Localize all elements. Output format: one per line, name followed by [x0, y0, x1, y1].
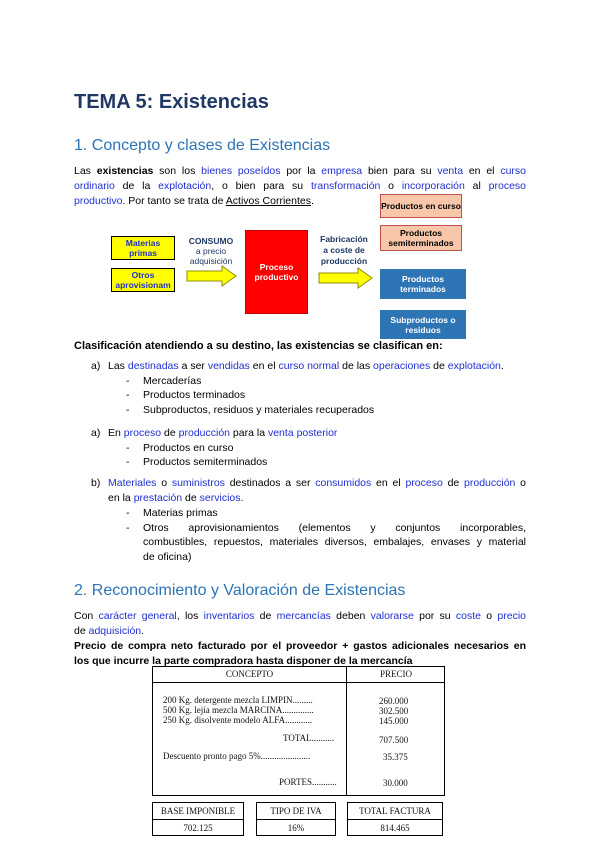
list-subitem: Productos semiterminados — [143, 456, 268, 468]
invoice-total-value: 707.500 — [379, 735, 409, 745]
materias-primas-box: Materias primas — [111, 236, 175, 260]
list-marker-a2: a) — [91, 427, 101, 439]
invoice-column-divider — [346, 667, 347, 795]
concept-para-line-2: ordinario de la explotación, o bien para su transformación o incorporación al proceso — [74, 180, 526, 192]
invoice-row-price: 145.000 — [379, 716, 409, 726]
page-title: TEMA 5: Existencias — [74, 91, 269, 113]
concept-para-line-1: Las existencias son los bienes poseídos por la empresa bien para su venta en el curso — [74, 165, 526, 177]
section-2-heading: 2. Reconocimiento y Valoración de Existencias — [74, 582, 406, 599]
dash-b-1: - — [126, 507, 130, 519]
concept-para-line-3: productivo. Por tanto se trata de Activos Corrientes. — [74, 195, 314, 207]
list-subitem: Mercaderías — [143, 375, 202, 387]
list-subitem-line-1: Otros aprovisionamientos (elementos y conjuntos incorporables, — [143, 522, 526, 534]
base-imponible-label: BASE IMPONIBLE — [160, 806, 236, 816]
invoice-descuento-label: Descuento pronto pago 5%...................... — [163, 751, 311, 761]
invoice-row-price: 260.000 — [379, 696, 409, 706]
list-item-a1: Las destinadas a ser vendidas en el curso normal de las operaciones de explotación. — [108, 360, 504, 372]
list-subitem: Productos terminados — [143, 389, 246, 401]
valoracion-para-line-1: Con carácter general, los inventarios de mercancías deben valorarse por su coste o precio — [74, 610, 526, 622]
total-factura-label: TOTAL FACTURA — [359, 806, 431, 816]
dash-a1-2: - — [126, 389, 130, 401]
invoice-col-concepto: CONCEPTO — [225, 669, 274, 679]
dash-a1-1: - — [126, 375, 130, 387]
list-marker-a1: a) — [91, 360, 101, 372]
tipo-iva-value: 16% — [287, 823, 305, 833]
productos-terminados-box: Productos terminados — [380, 269, 466, 299]
invoice-row-concept: 200 Kg. detergente mezcla LIMPIN......... — [163, 695, 313, 705]
base-imponible-value: 702.125 — [183, 823, 213, 833]
invoice-col-precio: PRECIO — [379, 669, 412, 679]
list-subitem-line-3: de oficina) — [143, 551, 192, 563]
list-subitem: Subproductos, residuos y materiales recuperados — [143, 404, 375, 416]
clasificacion-heading: Clasificación atendiendo a su destino, las existencias se clasifican en: — [74, 340, 443, 352]
a-precio-label: a precio — [195, 246, 227, 256]
list-marker-b: b) — [91, 477, 101, 489]
invoice-row-concept: 250 Kg. disolvente modelo ALFA............ — [163, 715, 313, 725]
dash-a1-3: - — [126, 404, 130, 416]
total-factura-divider — [348, 819, 442, 820]
dash-a2-2: - — [126, 456, 130, 468]
invoice-table — [152, 666, 445, 796]
tipo-iva-box — [256, 802, 336, 836]
tipo-iva-label: TIPO DE IVA — [270, 806, 322, 816]
produccion-label: producción — [320, 256, 368, 266]
valoracion-para-line-2: de adquisición. — [74, 625, 145, 637]
total-factura-value: 814.465 — [380, 823, 410, 833]
invoice-header-divider — [153, 682, 444, 683]
subproductos-box: Subproductos o residuos — [380, 310, 466, 339]
total-factura-box — [347, 802, 443, 836]
arrow-to-proceso-icon — [186, 265, 238, 287]
arrow-to-productos-icon — [318, 267, 374, 289]
base-imponible-divider — [153, 819, 243, 820]
section-1-heading: 1. Concepto y clases de Existencias — [74, 137, 331, 154]
list-item-b-line-2: en la prestación de servicios. — [108, 492, 244, 504]
invoice-portes-value: 30.000 — [383, 778, 408, 788]
invoice-portes-label: PORTES........... — [279, 777, 337, 787]
dash-a2-1: - — [126, 442, 130, 454]
invoice-descuento-value: 35.375 — [383, 752, 408, 762]
fabricacion-label: Fabricación — [320, 234, 368, 244]
productos-semiterminados-box: Productos semiterminados — [380, 225, 462, 251]
list-subitem: Productos en curso — [143, 442, 234, 454]
proceso-productivo-box: Proceso productivo — [245, 230, 308, 314]
precio-definicion-line-2: los que incurre la parte compradora hasta disponer de la mercancía — [74, 655, 413, 667]
otros-aprovisionamientos-box: Otros aprovisionam — [111, 268, 175, 292]
base-imponible-box — [152, 802, 244, 836]
dash-b-2: - — [126, 522, 130, 534]
list-item-b-line-1: Materiales o suministros destinados a ser consumidos en el proceso de producción o — [108, 477, 526, 489]
invoice-row-price: 302.500 — [379, 706, 409, 716]
precio-definicion-line-1: Precio de compra neto facturado por el proveedor + gastos adicionales necesarios en — [74, 640, 526, 652]
tipo-iva-divider — [257, 819, 335, 820]
list-item-a2: En proceso de producción para la venta posterior — [108, 427, 338, 439]
list-subitem-line-2: combustibles, repuestos, materiales diversos, embalajes, envases y material — [143, 536, 526, 548]
adquisicion-label: adquisición — [189, 256, 233, 266]
invoice-total-label: TOTAL.......... — [283, 733, 335, 743]
productos-en-curso-box: Productos en curso — [380, 194, 462, 218]
consumo-label: CONSUMO — [188, 236, 234, 246]
list-subitem: Materias primas — [143, 507, 218, 519]
a-coste-label: a coste de — [323, 245, 365, 255]
invoice-row-concept: 500 Kg. lejía mezcla MARCINA.............. — [163, 705, 314, 715]
